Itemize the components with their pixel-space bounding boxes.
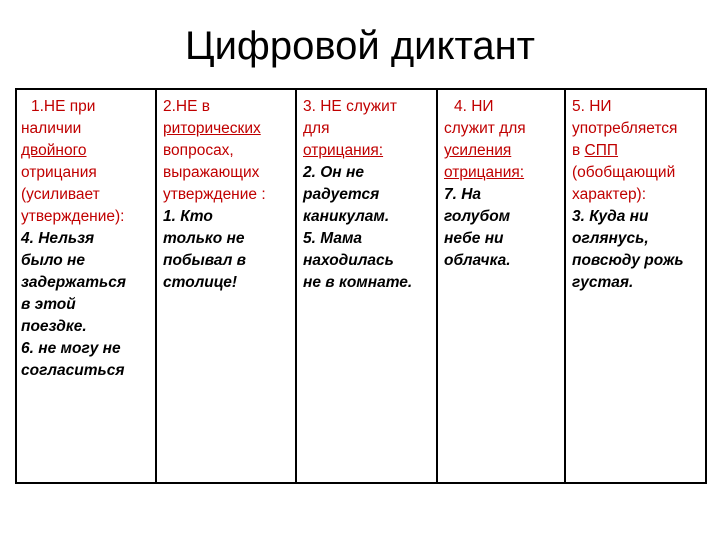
example-text: столице!: [163, 274, 237, 291]
rule-text: выражающих: [163, 164, 260, 181]
rule-text: (обобщающий: [572, 164, 676, 181]
example-text: небе ни: [444, 230, 504, 247]
rule-text: 4. НИ: [454, 98, 494, 115]
dictation-table: [15, 88, 707, 484]
column-ni-generalizing: [566, 90, 705, 482]
example-text: 6. не могу не: [21, 340, 121, 357]
example-text: было не: [21, 252, 86, 269]
column-ne-rhetorical: [157, 90, 297, 482]
rule-text: (усиливает: [21, 186, 100, 203]
example-text: 4. Нельзя: [21, 230, 95, 247]
rule-text: 2.НЕ в: [163, 98, 210, 115]
rule-text: служит для: [444, 120, 526, 137]
example-text: 1. Кто: [163, 208, 213, 225]
rule-text: употребляется: [572, 120, 678, 137]
rule-text: вопросах,: [163, 142, 234, 159]
rule-text: в: [572, 142, 581, 159]
example-text: только не: [163, 230, 245, 247]
example-text: поездке.: [21, 318, 87, 335]
rule-text-underlined: двойного: [21, 142, 87, 159]
rule-text-underlined: СПП: [584, 142, 619, 159]
rule-text: отрицания: [21, 164, 97, 181]
example-text: задержаться: [21, 274, 126, 291]
example-text: 5. Мама: [303, 230, 363, 247]
example-text: находилась: [303, 252, 394, 269]
page-title: Цифровой диктант: [185, 24, 535, 68]
column-ne-negation: [297, 90, 438, 482]
rule-text: 3. НЕ служит: [303, 98, 397, 115]
rule-text: для: [303, 120, 330, 137]
column-ne-double-negation: [17, 90, 157, 482]
example-text: не в комнате.: [303, 274, 413, 291]
example-text: густая.: [572, 274, 634, 291]
example-text: в этой: [21, 296, 76, 313]
rule-text-with-underline: [572, 140, 705, 162]
rule-text: 1.НЕ при: [31, 98, 96, 115]
rule-text-underlined: отрицания:: [303, 142, 384, 159]
rule-text-underlined: отрицания:: [444, 164, 525, 181]
example-text: побывал в: [163, 252, 247, 269]
example-text: облачка.: [444, 252, 511, 269]
rule-text: утверждение):: [21, 208, 125, 225]
rule-text: 5. НИ: [572, 98, 612, 115]
example-text: оглянусь,: [572, 230, 649, 247]
example-text: согласиться: [21, 362, 125, 379]
rule-text-underlined: усиления: [444, 142, 512, 159]
example-text: повсюду рожь: [572, 252, 684, 269]
example-text: 2. Он не: [303, 164, 364, 181]
example-text: голубом: [444, 208, 511, 225]
example-text: 3. Куда ни: [572, 208, 649, 225]
example-text: радуется: [303, 186, 380, 203]
rule-text: утверждение :: [163, 186, 266, 203]
rule-text-underlined: риторических: [163, 120, 261, 137]
example-text: 7. На: [444, 186, 482, 203]
example-text: каникулам.: [303, 208, 390, 225]
rule-text: характер):: [572, 186, 647, 203]
column-ni-intensify: [438, 90, 566, 482]
rule-text: наличии: [21, 120, 82, 137]
